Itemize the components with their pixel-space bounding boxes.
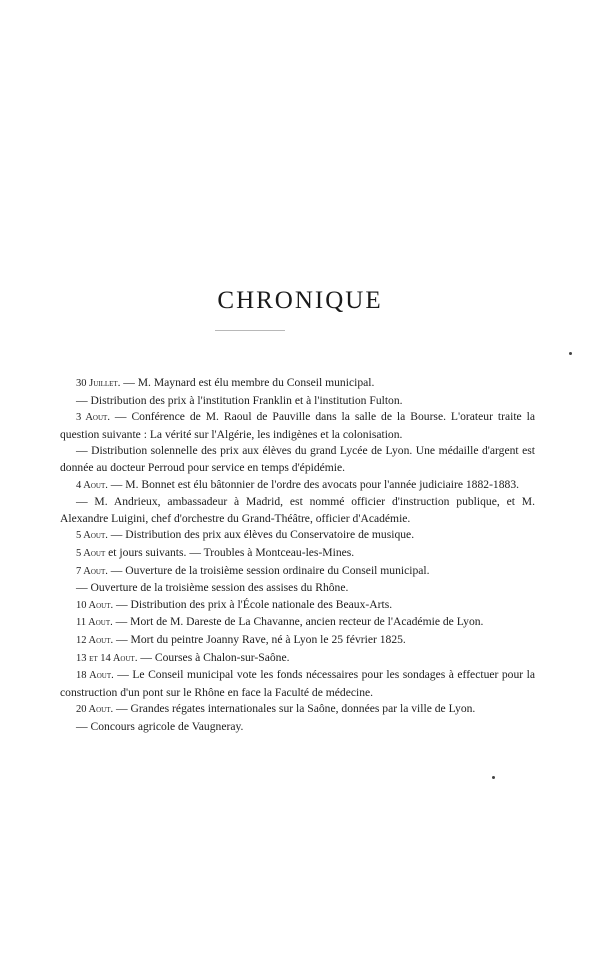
entry-date: 18 Aout. bbox=[76, 670, 114, 682]
chronicle-entry bbox=[60, 477, 535, 495]
chronicle-entry bbox=[60, 719, 535, 736]
entry-date: 10 Aout. bbox=[76, 599, 114, 611]
entry-text: — Ouverture de la troisième session des assises du Rhône. bbox=[76, 581, 349, 595]
chronicle-entry bbox=[60, 650, 535, 668]
entry-date: 13 et 14 Aout. bbox=[76, 652, 138, 664]
entry-text: — Conférence de M. Raoul de Pauville dans la salle de la Bourse. L'orateur traite la question suivante : La vérité sur l'Algérie, les indigènes et la colonisation. bbox=[60, 410, 536, 441]
ink-speck bbox=[569, 352, 572, 355]
entry-text: — Mort du peintre Joanny Rave, né à Lyon le 25 février 1825. bbox=[113, 632, 406, 646]
entry-date: 3 Aout. bbox=[76, 412, 110, 424]
page-title: CHRONIQUE bbox=[217, 287, 383, 314]
entry-text: — Distribution des prix à l'institution Franklin et à l'institution Fulton. bbox=[76, 393, 403, 407]
entry-date: 12 Aout. bbox=[76, 634, 114, 646]
entry-text: — M. Andrieux, ambassadeur à Madrid, est nommé officier d'instruction publique, et M. Alexandre Luigini, chef d'orchestre du Grand-Théâtre, officier d'Académie. bbox=[60, 495, 535, 525]
entry-text: et jours suivants. — Troubles à Montceau-les-Mines. bbox=[105, 545, 355, 559]
chronicle-entry bbox=[60, 614, 535, 632]
chronicle-entry bbox=[60, 375, 535, 393]
entry-date: 4 Aout. bbox=[76, 479, 108, 491]
entry-date: 5 Aout. bbox=[76, 530, 108, 542]
chronicle-entry bbox=[60, 667, 535, 701]
entry-text: — Distribution solennelle des prix aux élèves du grand Lycée de Lyon. Une médaille d'argent est donnée au docteur Perroud pour service en temps d'épidémie. bbox=[60, 444, 535, 474]
entry-text: — Distribution des prix aux élèves du Conservatoire de musique. bbox=[107, 528, 415, 542]
entry-text: — Le Conseil municipal vote les fonds nécessaires pour les sondages à effectuer pour la construction d'un pont sur le Rhône en face la Faculté de médecine. bbox=[60, 668, 535, 699]
chronicle-entry bbox=[60, 527, 535, 545]
entry-date: 30 Juillet. bbox=[76, 378, 121, 389]
ink-speck bbox=[492, 776, 495, 779]
entry-text: — M. Bonnet est élu bâtonnier de l'ordre des avocats pour l'année judiciaire 1882-1883. bbox=[107, 477, 520, 491]
entry-text: — Concours agricole de Vaugneray. bbox=[76, 719, 244, 733]
chronicle-entry bbox=[60, 443, 535, 476]
chronicle-entry bbox=[60, 494, 535, 527]
chronicle-entry bbox=[60, 545, 535, 563]
chronicle-entries bbox=[60, 375, 535, 735]
chronicle-entry bbox=[60, 701, 535, 719]
entry-date: 11 Aout. bbox=[76, 617, 113, 629]
entry-text: — Mort de M. Dareste de La Chavanne, ancien recteur de l'Académie de Lyon. bbox=[112, 615, 484, 629]
entry-text: — Distribution des prix à l'École nationale des Beaux-Arts. bbox=[113, 597, 393, 611]
chronicle-entry bbox=[60, 393, 535, 410]
entry-text: — M. Maynard est élu membre du Conseil municipal. bbox=[120, 376, 375, 389]
chronicle-entry bbox=[60, 409, 535, 443]
chronicle-entry bbox=[60, 563, 535, 581]
entry-text: — Grandes régates internationales sur la Saône, données par la ville de Lyon. bbox=[113, 702, 476, 716]
entry-date: 5 Aout bbox=[76, 547, 106, 559]
chronicle-entry bbox=[60, 580, 535, 597]
entry-text: — Ouverture de la troisième session ordinaire du Conseil municipal. bbox=[107, 563, 430, 577]
entry-date: 20 Aout. bbox=[76, 704, 114, 716]
title-rule bbox=[215, 330, 285, 331]
chronicle-entry bbox=[60, 597, 535, 615]
chronicle-entry bbox=[60, 632, 535, 650]
entry-text: — Courses à Chalon-sur-Saône. bbox=[137, 650, 290, 664]
entry-date: 7 Aout. bbox=[76, 565, 108, 577]
